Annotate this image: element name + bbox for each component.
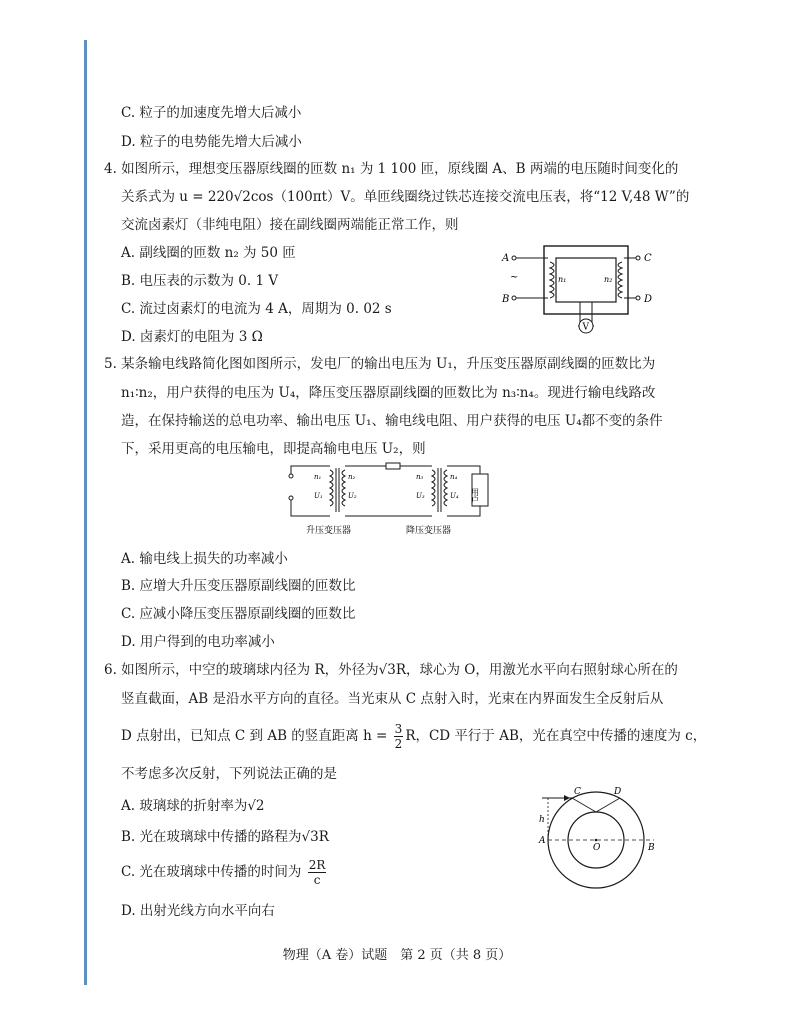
label-n2: n₂ bbox=[348, 473, 356, 481]
q6-stem-line3 bbox=[121, 722, 706, 751]
q6-stem-line1-part2: √3R，球心为 O，用激光水平向右照射球心所在的 bbox=[378, 662, 678, 678]
power-line-figure bbox=[284, 462, 504, 538]
h-fraction-numerator: 3 bbox=[394, 722, 403, 736]
center-point bbox=[595, 839, 598, 842]
secondary-coil bbox=[618, 262, 622, 298]
q4-option-b: B. 电压表的示数为 0. 1 V bbox=[121, 273, 279, 289]
label-u1: U₁ bbox=[314, 492, 323, 500]
generator-terminal-top bbox=[289, 474, 293, 478]
q5-option-a: A. 输电线上损失的功率减小 bbox=[121, 551, 288, 567]
transformer-figure bbox=[500, 240, 670, 340]
step-up-caption: 升压变压器 bbox=[306, 526, 352, 536]
label-n4: n₄ bbox=[450, 473, 458, 481]
line-resistor bbox=[386, 463, 400, 469]
q6-stem-line1 bbox=[104, 661, 678, 679]
time-fraction-denominator: c bbox=[313, 873, 321, 887]
generator-terminal-bottom bbox=[289, 496, 293, 500]
q6-stem-line3-part2: R，CD 平行于 AB，光在真空中传播的速度为 c， bbox=[405, 728, 707, 744]
q6-option-b: B. 光在玻璃球中传播的路程为√3R bbox=[121, 829, 329, 845]
ac-symbol: ~ bbox=[510, 272, 519, 283]
label-n2: n₂ bbox=[604, 275, 613, 284]
page-footer: 物理（A 卷）试题 第 2 页（共 8 页） bbox=[282, 948, 512, 963]
label-a: A bbox=[539, 836, 546, 846]
q6-option-d: D. 出射光线方向水平向右 bbox=[121, 903, 275, 919]
terminal-a bbox=[512, 256, 516, 260]
q4-option-d: D. 卤素灯的电阻为 3 Ω bbox=[121, 329, 263, 345]
q4-option-c: C. 流过卤素灯的电流为 4 A，周期为 0. 02 s bbox=[121, 301, 392, 317]
label-d: D bbox=[614, 787, 622, 797]
primary-coil bbox=[550, 262, 554, 298]
q5-stem-line3: 造，在保持输送的总电功率、输出电压 U₁、输电线电阻、用户获得的电压 U₄都不变的条件 bbox=[121, 413, 663, 429]
glass-sphere-figure bbox=[534, 782, 666, 894]
voltmeter-label: V bbox=[582, 322, 589, 333]
q4-stem-line1: 4. 如图所示，理想变压器原线圈的匝数 n₁ 为 1 100 匝，原线圈 A、B 两端的电压随时间变化的 bbox=[104, 161, 679, 177]
time-fraction bbox=[308, 858, 327, 887]
q4-stem-line2: 关系式为 u = 220√2cos（100πt）V。单匝线圈绕过铁芯连接交流电压表，将“12 V,48 W”的 bbox=[121, 189, 690, 205]
q5-option-d: D. 用户得到的电功率减小 bbox=[121, 634, 275, 650]
terminal-c bbox=[636, 256, 640, 260]
label-u3: U₃ bbox=[416, 492, 425, 500]
label-h: h bbox=[539, 815, 545, 825]
label-c: C bbox=[574, 787, 581, 797]
q6-option-c bbox=[121, 858, 328, 887]
q4-stem-line3: 交流卤素灯（非纯电阻）接在副线圈两端能正常工作，则 bbox=[121, 217, 459, 233]
label-b: B bbox=[648, 843, 655, 853]
q6-option-c-text: C. 光在玻璃球中传播的时间为 bbox=[121, 864, 302, 880]
label-u4: U₄ bbox=[450, 492, 459, 500]
binding-margin-line bbox=[84, 40, 87, 985]
q6-option-a: A. 玻璃球的折射率为√2 bbox=[121, 798, 265, 814]
terminal-b bbox=[512, 296, 516, 300]
label-d: D bbox=[644, 294, 653, 305]
q5-option-b: B. 应增大升压变压器原副线圈的匝数比 bbox=[121, 578, 356, 594]
label-o: O bbox=[593, 843, 601, 853]
h-fraction bbox=[394, 722, 404, 751]
step-down-secondary bbox=[444, 470, 447, 506]
q6-stem-line3-part1: D 点射出，已知点 C 到 AB 的竖直距离 h = bbox=[121, 728, 388, 744]
time-fraction-numerator: 2R bbox=[308, 858, 326, 872]
label-n1: n₁ bbox=[558, 275, 567, 284]
label-b: B bbox=[502, 294, 510, 305]
q5-stem-line1: 5. 某条输电线路简化图如图所示，发电厂的输出电压为 U₁，升压变压器原副线圈的匝数比为 bbox=[104, 356, 656, 372]
label-n1: n₁ bbox=[314, 473, 322, 481]
internal-path bbox=[572, 798, 620, 812]
label-a: A bbox=[502, 253, 510, 264]
user-label: 用户 bbox=[470, 488, 480, 504]
label-c: C bbox=[644, 253, 652, 264]
q6-stem-line1-part1: 6. 如图所示，中空的玻璃球内径为 R，外径为 bbox=[104, 662, 379, 678]
q6-stem-line4: 不考虑多次反射，下列说法正确的是 bbox=[121, 766, 337, 782]
q3-option-d: D. 粒子的电势能先增大后减小 bbox=[121, 134, 302, 150]
q5-stem-line4: 下，采用更高的电压输电，即提高输电电压 U₂，则 bbox=[121, 441, 426, 457]
label-n3: n₃ bbox=[416, 473, 424, 481]
step-down-primary bbox=[432, 470, 435, 506]
q5-stem-line2: n₁∶n₂，用户获得的电压为 U₄，降压变压器原副线圈的匝数比为 n₃∶n₄。现进行输电线路改 bbox=[121, 385, 656, 401]
step-down-caption: 降压变压器 bbox=[406, 526, 452, 536]
terminal-d bbox=[636, 296, 640, 300]
step-up-secondary bbox=[342, 470, 345, 506]
q3-option-c: C. 粒子的加速度先增大后减小 bbox=[121, 105, 302, 121]
q4-option-a: A. 副线圈的匝数 n₂ 为 50 匝 bbox=[121, 245, 296, 261]
step-up-primary bbox=[330, 470, 333, 506]
label-u2: U₂ bbox=[348, 492, 357, 500]
h-fraction-denominator: 2 bbox=[394, 737, 403, 751]
q6-stem-line2: 竖直截面，AB 是沿水平方向的直径。当光束从 C 点射入时，光束在内界面发生全反射后从 bbox=[121, 691, 664, 707]
q5-option-c: C. 应减小降压变压器原副线圈的匝数比 bbox=[121, 606, 356, 622]
